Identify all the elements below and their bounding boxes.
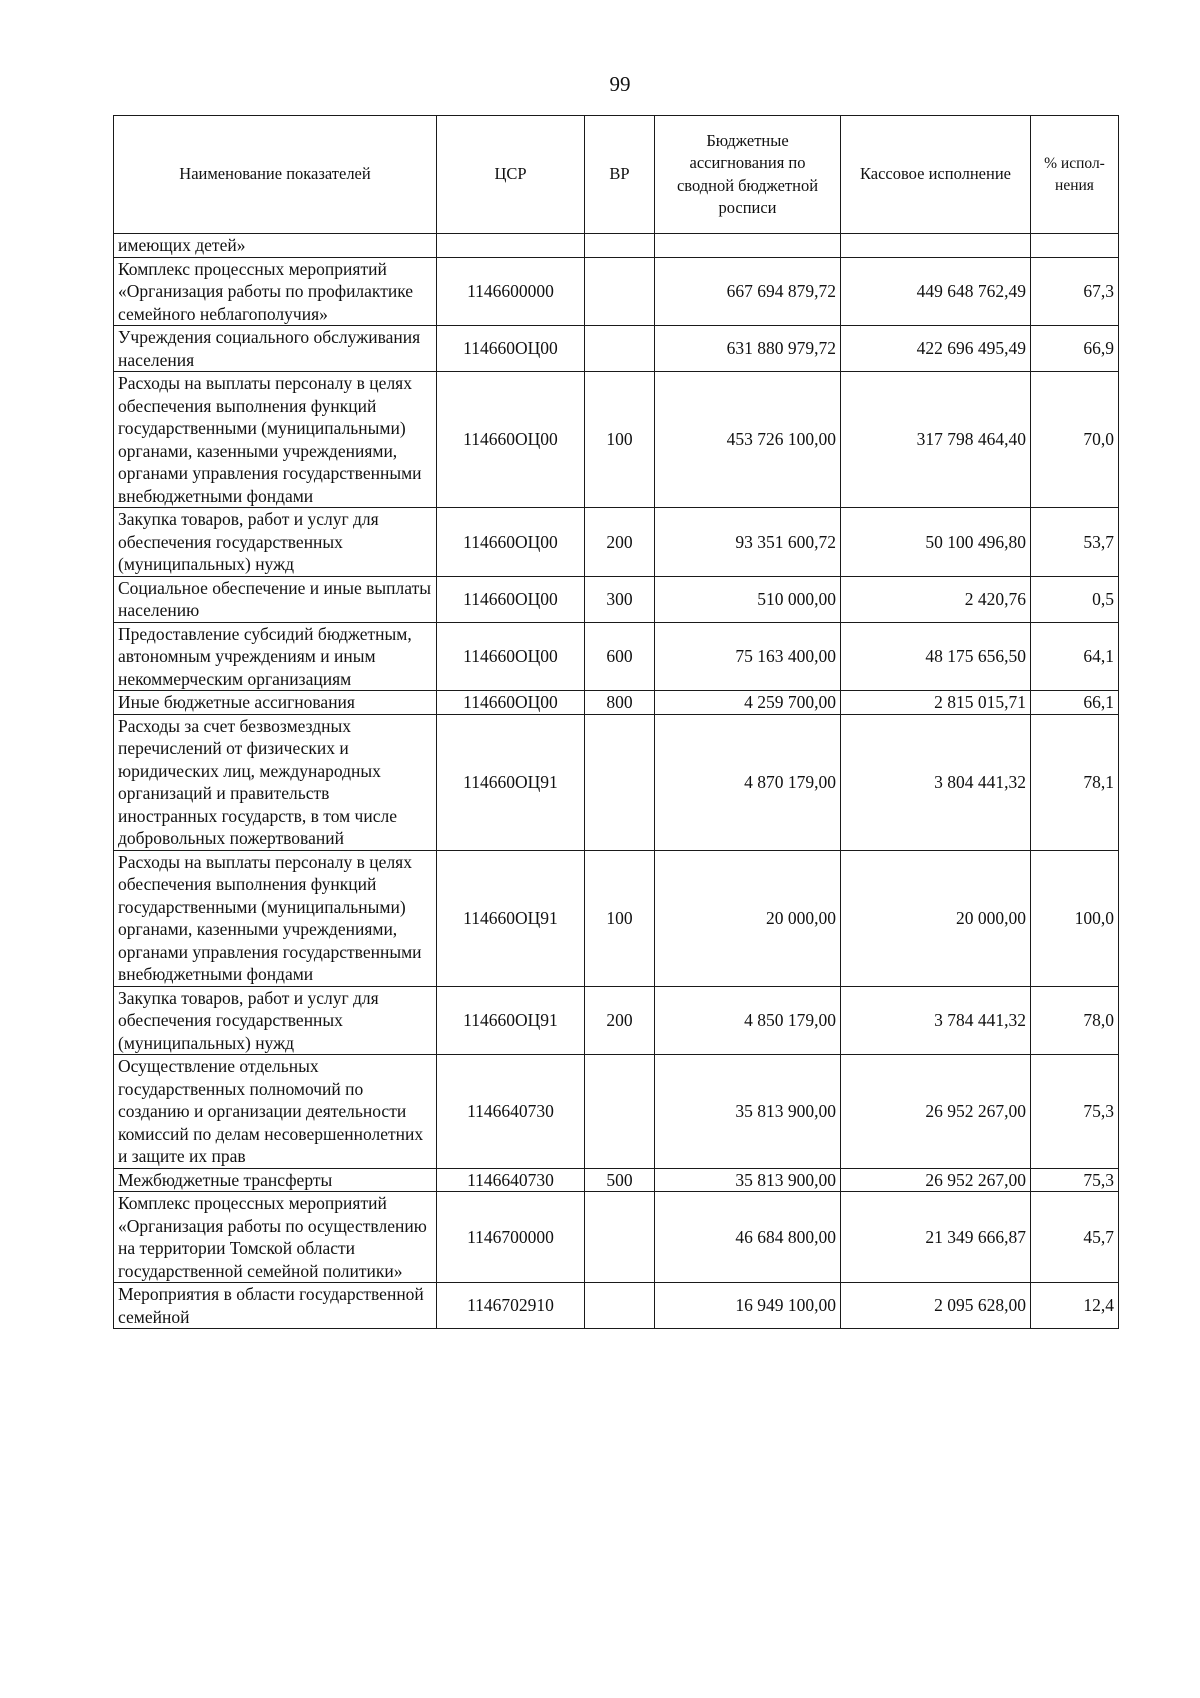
row-budget: 16 949 100,00 <box>655 1283 841 1329</box>
row-budget: 93 351 600,72 <box>655 508 841 577</box>
row-name: Социальное обеспечение и иные выплаты населению <box>114 576 437 622</box>
row-cash: 26 952 267,00 <box>841 1055 1031 1169</box>
row-budget <box>655 234 841 258</box>
row-vr: 200 <box>585 508 655 577</box>
table-row <box>114 1192 1119 1283</box>
row-percent: 78,1 <box>1031 714 1119 850</box>
table-row <box>114 257 1119 326</box>
table-row <box>114 1283 1119 1329</box>
row-vr <box>585 714 655 850</box>
row-percent: 64,1 <box>1031 622 1119 691</box>
budget-table <box>113 115 1119 1329</box>
row-csr: 114660ОЦ91 <box>437 850 585 986</box>
table-row <box>114 850 1119 986</box>
row-percent: 66,1 <box>1031 691 1119 715</box>
row-vr: 800 <box>585 691 655 715</box>
row-vr <box>585 234 655 258</box>
row-budget: 667 694 879,72 <box>655 257 841 326</box>
row-cash: 21 349 666,87 <box>841 1192 1031 1283</box>
row-percent: 45,7 <box>1031 1192 1119 1283</box>
row-cash: 2 815 015,71 <box>841 691 1031 715</box>
row-budget: 20 000,00 <box>655 850 841 986</box>
row-percent: 66,9 <box>1031 326 1119 372</box>
header-vr: ВР <box>585 116 655 234</box>
table-row <box>114 1168 1119 1192</box>
row-cash: 48 175 656,50 <box>841 622 1031 691</box>
row-vr <box>585 1283 655 1329</box>
row-csr: 114660ОЦ00 <box>437 372 585 508</box>
table-row <box>114 622 1119 691</box>
row-budget: 4 870 179,00 <box>655 714 841 850</box>
row-percent: 100,0 <box>1031 850 1119 986</box>
page-number: 99 <box>609 72 631 96</box>
row-percent: 12,4 <box>1031 1283 1119 1329</box>
row-vr: 200 <box>585 986 655 1055</box>
row-name: Закупка товаров, работ и услуг для обеспечения государственных (муниципальных) нужд <box>114 508 437 577</box>
row-name: имеющих детей» <box>114 234 437 258</box>
row-name: Мероприятия в области государственной семейной <box>114 1283 437 1329</box>
table-row <box>114 986 1119 1055</box>
row-csr: 1146702910 <box>437 1283 585 1329</box>
header-percent: % испол-нения <box>1031 116 1119 234</box>
row-vr: 600 <box>585 622 655 691</box>
row-vr <box>585 326 655 372</box>
table-row <box>114 326 1119 372</box>
row-name: Предоставление субсидий бюджетным, автономным учреждениям и иным некоммерческим организациям <box>114 622 437 691</box>
row-csr: 1146640730 <box>437 1055 585 1169</box>
row-name: Межбюджетные трансферты <box>114 1168 437 1192</box>
row-percent: 67,3 <box>1031 257 1119 326</box>
row-vr: 100 <box>585 850 655 986</box>
header-name: Наименование показателей <box>114 116 437 234</box>
row-budget: 75 163 400,00 <box>655 622 841 691</box>
row-cash: 3 784 441,32 <box>841 986 1031 1055</box>
header-cash: Кассовое исполнение <box>841 116 1031 234</box>
table-row <box>114 234 1119 258</box>
row-name: Закупка товаров, работ и услуг для обеспечения государственных (муниципальных) нужд <box>114 986 437 1055</box>
table-row <box>114 576 1119 622</box>
row-vr: 300 <box>585 576 655 622</box>
row-csr: 114660ОЦ00 <box>437 326 585 372</box>
row-cash: 2 095 628,00 <box>841 1283 1031 1329</box>
header-csr: ЦСР <box>437 116 585 234</box>
row-name: Расходы на выплаты персоналу в целях обеспечения выполнения функций государственными (муниципальными) органами, казенными учреждениями, органами управления государственными внебюджетными фондами <box>114 850 437 986</box>
table-row <box>114 1055 1119 1169</box>
row-vr <box>585 1192 655 1283</box>
row-csr <box>437 234 585 258</box>
row-percent: 70,0 <box>1031 372 1119 508</box>
table-row <box>114 691 1119 715</box>
row-vr: 500 <box>585 1168 655 1192</box>
table-row <box>114 508 1119 577</box>
row-name: Комплекс процессных мероприятий «Организация работы по осуществлению на территории Томской области государственной семейной политики» <box>114 1192 437 1283</box>
row-csr: 114660ОЦ00 <box>437 508 585 577</box>
row-cash: 20 000,00 <box>841 850 1031 986</box>
row-cash: 50 100 496,80 <box>841 508 1031 577</box>
row-name: Расходы на выплаты персоналу в целях обеспечения выполнения функций государственными (муниципальными) органами, казенными учреждениями, органами управления государственными внебюджетными фондами <box>114 372 437 508</box>
row-cash: 317 798 464,40 <box>841 372 1031 508</box>
row-csr: 1146640730 <box>437 1168 585 1192</box>
row-csr: 1146600000 <box>437 257 585 326</box>
row-budget: 4 850 179,00 <box>655 986 841 1055</box>
row-csr: 114660ОЦ91 <box>437 986 585 1055</box>
row-vr <box>585 257 655 326</box>
row-percent: 75,3 <box>1031 1055 1119 1169</box>
table-row <box>114 714 1119 850</box>
table-header-row <box>114 116 1119 234</box>
row-cash <box>841 234 1031 258</box>
row-csr: 1146700000 <box>437 1192 585 1283</box>
row-name: Иные бюджетные ассигнования <box>114 691 437 715</box>
row-csr: 114660ОЦ00 <box>437 622 585 691</box>
row-csr: 114660ОЦ00 <box>437 576 585 622</box>
row-csr: 114660ОЦ91 <box>437 714 585 850</box>
row-budget: 631 880 979,72 <box>655 326 841 372</box>
row-cash: 3 804 441,32 <box>841 714 1031 850</box>
row-vr <box>585 1055 655 1169</box>
row-budget: 46 684 800,00 <box>655 1192 841 1283</box>
row-name: Учреждения социального обслуживания населения <box>114 326 437 372</box>
row-cash: 26 952 267,00 <box>841 1168 1031 1192</box>
row-name: Комплекс процессных мероприятий «Организация работы по профилактике семейного неблагополучия» <box>114 257 437 326</box>
row-budget: 4 259 700,00 <box>655 691 841 715</box>
row-budget: 35 813 900,00 <box>655 1168 841 1192</box>
row-name: Осуществление отдельных государственных полномочий по созданию и организации деятельности комиссий по делам несовершеннолетних и защите их прав <box>114 1055 437 1169</box>
row-name: Расходы за счет безвозмездных перечислений от физических и юридических лиц, международных организаций и правительств иностранных государств, в том числе добровольных пожертвований <box>114 714 437 850</box>
row-cash: 422 696 495,49 <box>841 326 1031 372</box>
table-row <box>114 372 1119 508</box>
row-csr: 114660ОЦ00 <box>437 691 585 715</box>
row-percent <box>1031 234 1119 258</box>
row-vr: 100 <box>585 372 655 508</box>
row-budget: 510 000,00 <box>655 576 841 622</box>
row-cash: 449 648 762,49 <box>841 257 1031 326</box>
row-budget: 453 726 100,00 <box>655 372 841 508</box>
row-budget: 35 813 900,00 <box>655 1055 841 1169</box>
row-percent: 75,3 <box>1031 1168 1119 1192</box>
row-percent: 78,0 <box>1031 986 1119 1055</box>
row-percent: 0,5 <box>1031 576 1119 622</box>
row-cash: 2 420,76 <box>841 576 1031 622</box>
row-percent: 53,7 <box>1031 508 1119 577</box>
header-budget: Бюджетные ассигнования по сводной бюджетной росписи <box>655 116 841 234</box>
